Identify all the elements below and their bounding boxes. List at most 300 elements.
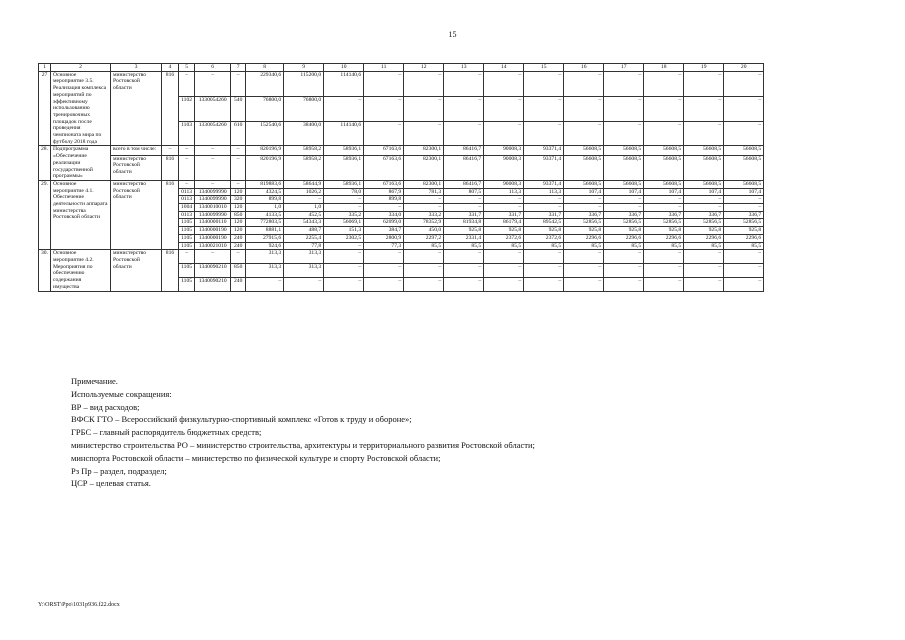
- value-cell: 86416,7: [444, 155, 484, 180]
- value-cell: –: [179, 146, 195, 155]
- value-cell: 384,7: [364, 227, 404, 235]
- value-cell: 81934,8: [444, 219, 484, 227]
- value-cell: 1105: [179, 234, 195, 242]
- value-cell: 52856,5: [644, 219, 684, 227]
- value-cell: –: [444, 121, 484, 146]
- value-cell: –: [564, 264, 604, 278]
- value-cell: 924,6: [246, 242, 284, 250]
- table-row: [39, 71, 764, 96]
- column-header: 2: [51, 64, 111, 72]
- value-cell: 90008,3: [484, 180, 524, 188]
- value-cell: 1105: [179, 277, 195, 291]
- value-cell: 331,7: [484, 211, 524, 219]
- value-cell: –: [484, 96, 524, 121]
- value-cell: –: [444, 250, 484, 264]
- value-cell: –: [404, 264, 444, 278]
- value-cell: –: [524, 277, 564, 291]
- value-cell: 1004: [179, 204, 195, 212]
- value-cell: 76800,0: [246, 96, 284, 121]
- value-cell: 56608,5: [724, 180, 764, 188]
- value-cell: 85,5: [564, 242, 604, 250]
- value-cell: 4324,5: [246, 188, 284, 196]
- value-cell: –: [644, 96, 684, 121]
- value-cell: 1340099990: [195, 211, 231, 219]
- value-cell: –: [404, 96, 444, 121]
- value-cell: –: [524, 96, 564, 121]
- value-cell: –: [484, 121, 524, 146]
- value-cell: 107,4: [724, 188, 764, 196]
- value-cell: 78352,9: [404, 219, 444, 227]
- value-cell: 90008,3: [484, 146, 524, 155]
- value-cell: 56608,5: [564, 180, 604, 188]
- value-cell: 114140,6: [324, 71, 364, 96]
- value-cell: 313,3: [246, 264, 284, 278]
- file-path-footer: Y:\ORST\Ppo\1031p936.f22.docx: [38, 602, 120, 608]
- value-cell: 85,5: [404, 242, 444, 250]
- value-cell: 331,7: [444, 211, 484, 219]
- value-cell: 899,8: [246, 196, 284, 204]
- value-cell: 67163,6: [364, 180, 404, 188]
- value-cell: 1102: [179, 96, 195, 121]
- value-cell: 313,3: [284, 264, 324, 278]
- value-cell: 56608,5: [604, 146, 644, 155]
- value-cell: 85,5: [484, 242, 524, 250]
- value-cell: 54343,3: [284, 219, 324, 227]
- value-cell: 1026,2: [284, 188, 324, 196]
- value-cell: 1103: [179, 121, 195, 146]
- value-cell: 229340,6: [246, 71, 284, 96]
- executor-cell: министерство Ростовской области: [111, 180, 162, 249]
- value-cell: –: [564, 277, 604, 291]
- value-cell: 488,7: [284, 227, 324, 235]
- value-cell: 120: [231, 219, 246, 227]
- value-cell: 38400,0: [284, 121, 324, 146]
- value-cell: 336,7: [684, 211, 724, 219]
- value-cell: 899,8: [364, 196, 404, 204]
- value-cell: 1,0: [246, 204, 284, 212]
- value-cell: 820196,9: [246, 146, 284, 155]
- value-cell: –: [524, 71, 564, 96]
- value-cell: –: [404, 204, 444, 212]
- value-cell: –: [484, 277, 524, 291]
- value-cell: 850: [231, 264, 246, 278]
- row-number-cell: 30.: [39, 250, 51, 291]
- table-row: [39, 155, 764, 180]
- value-cell: 56608,5: [684, 180, 724, 188]
- value-cell: –: [444, 264, 484, 278]
- column-header: 15: [524, 64, 564, 72]
- value-cell: 313,3: [284, 250, 324, 264]
- value-cell: 56608,5: [644, 155, 684, 180]
- value-cell: –: [604, 264, 644, 278]
- value-cell: –: [724, 71, 764, 96]
- note-line: ВФСК ГТО – Всероссийский физкультурно-спортивный комплекс «Готов к труду и обороне»;: [71, 414, 412, 425]
- value-cell: –: [231, 71, 246, 96]
- value-cell: 89542,5: [524, 219, 564, 227]
- value-cell: –: [724, 277, 764, 291]
- value-cell: 85,5: [604, 242, 644, 250]
- value-cell: –: [231, 180, 246, 188]
- column-header: 10: [324, 64, 364, 72]
- table-header-row: [39, 64, 764, 72]
- value-cell: 76800,0: [284, 96, 324, 121]
- value-cell: 77,8: [284, 242, 324, 250]
- value-cell: –: [564, 204, 604, 212]
- value-cell: 1,0: [284, 204, 324, 212]
- value-cell: 540: [231, 96, 246, 121]
- value-cell: –: [684, 96, 724, 121]
- value-cell: 67163,6: [364, 155, 404, 180]
- value-cell: –: [644, 204, 684, 212]
- value-cell: –: [684, 196, 724, 204]
- value-cell: 313,3: [246, 250, 284, 264]
- value-cell: –: [604, 121, 644, 146]
- value-cell: 2255,4: [284, 234, 324, 242]
- value-cell: –: [644, 250, 684, 264]
- value-cell: –: [364, 71, 404, 96]
- column-header: 6: [195, 64, 231, 72]
- value-cell: –: [684, 264, 724, 278]
- value-cell: 58936,1: [324, 155, 364, 180]
- value-cell: 331,7: [524, 211, 564, 219]
- executor-cell: министерство Ростовской области: [111, 155, 162, 180]
- value-cell: –: [484, 264, 524, 278]
- value-cell: –: [644, 121, 684, 146]
- column-header: 11: [364, 64, 404, 72]
- grbs-cell: –: [162, 146, 179, 155]
- column-header: 9: [284, 64, 324, 72]
- row-name-cell: Подпрограмма «Обеспечение реализации государственной программы»: [51, 146, 111, 181]
- value-cell: –: [195, 71, 231, 96]
- value-cell: –: [644, 264, 684, 278]
- value-cell: 925,8: [564, 227, 604, 235]
- value-cell: –: [484, 71, 524, 96]
- note-line: ГРБС – главный распорядитель бюджетных средств;: [71, 427, 262, 438]
- value-cell: –: [684, 250, 724, 264]
- value-cell: 1340000190: [195, 227, 231, 235]
- column-header: 3: [111, 64, 162, 72]
- note-line: минспорта Ростовской области – министерство по физической культуре и спорту Ростовской области;: [71, 452, 441, 463]
- column-header: 7: [231, 64, 246, 72]
- value-cell: –: [195, 180, 231, 188]
- value-cell: 58644,9: [284, 180, 324, 188]
- value-cell: –: [724, 121, 764, 146]
- value-cell: 772803,5: [246, 219, 284, 227]
- value-cell: 82300,1: [404, 180, 444, 188]
- value-cell: –: [484, 250, 524, 264]
- value-cell: 86416,7: [444, 180, 484, 188]
- value-cell: 82300,1: [404, 155, 444, 180]
- value-cell: 62099,0: [364, 219, 404, 227]
- column-header: 1: [39, 64, 51, 72]
- value-cell: 1340000110: [195, 219, 231, 227]
- value-cell: 0113: [179, 188, 195, 196]
- value-cell: 334,0: [364, 211, 404, 219]
- value-cell: 1340099990: [195, 188, 231, 196]
- value-cell: 52856,5: [684, 219, 724, 227]
- executor-cell: министерство Ростовской области: [111, 71, 162, 146]
- value-cell: –: [524, 196, 564, 204]
- value-cell: 52856,5: [564, 219, 604, 227]
- value-cell: 335,2: [324, 211, 364, 219]
- value-cell: 56608,5: [604, 155, 644, 180]
- value-cell: 86416,7: [444, 146, 484, 155]
- value-cell: 820196,9: [246, 155, 284, 180]
- value-cell: 58936,1: [324, 180, 364, 188]
- value-cell: 56608,5: [564, 146, 604, 155]
- value-cell: –: [231, 146, 246, 155]
- value-cell: 90008,3: [484, 155, 524, 180]
- value-cell: –: [644, 71, 684, 96]
- value-cell: –: [564, 196, 604, 204]
- value-cell: 56608,5: [684, 155, 724, 180]
- value-cell: –: [404, 250, 444, 264]
- value-cell: 107,4: [684, 188, 724, 196]
- value-cell: –: [404, 277, 444, 291]
- column-header: 17: [604, 64, 644, 72]
- row-number-cell: 28.: [39, 146, 51, 181]
- row-name-cell: Основное мероприятие 4.2. Мероприятия по обеспечению содержания имущества: [51, 250, 111, 291]
- value-cell: 1340021010: [195, 242, 231, 250]
- note-line: Рз Пр – раздел, подраздел;: [71, 465, 167, 476]
- value-cell: –: [364, 250, 404, 264]
- value-cell: 93371,4: [524, 155, 564, 180]
- value-cell: 2296,6: [644, 234, 684, 242]
- value-cell: 58958,2: [284, 155, 324, 180]
- value-cell: –: [604, 250, 644, 264]
- value-cell: 2296,6: [564, 234, 604, 242]
- column-header: 13: [444, 64, 484, 72]
- value-cell: –: [644, 277, 684, 291]
- value-cell: 56608,5: [604, 180, 644, 188]
- column-header: 12: [404, 64, 444, 72]
- value-cell: 333,2: [404, 211, 444, 219]
- table-row: [39, 250, 764, 264]
- value-cell: 4133,5: [246, 211, 284, 219]
- value-cell: –: [524, 250, 564, 264]
- notes-section: [71, 375, 535, 490]
- value-cell: –: [684, 121, 724, 146]
- value-cell: –: [724, 196, 764, 204]
- value-cell: –: [179, 250, 195, 264]
- value-cell: 450,0: [404, 227, 444, 235]
- value-cell: 2331,4: [444, 234, 484, 242]
- value-cell: 113,3: [484, 188, 524, 196]
- value-cell: –: [195, 146, 231, 155]
- value-cell: 2297,2: [404, 234, 444, 242]
- value-cell: 807,5: [444, 188, 484, 196]
- value-cell: –: [604, 204, 644, 212]
- value-cell: 120: [231, 204, 246, 212]
- value-cell: 82300,1: [404, 146, 444, 155]
- value-cell: –: [404, 196, 444, 204]
- value-cell: 77,3: [364, 242, 404, 250]
- value-cell: –: [364, 121, 404, 146]
- value-cell: 0113: [179, 211, 195, 219]
- row-name-cell: Основное мероприятие 4.1. Обеспечение деятельности аппарата министерства Ростовской области: [51, 180, 111, 249]
- value-cell: 2372,6: [484, 234, 524, 242]
- value-cell: 1340010010: [195, 204, 231, 212]
- value-cell: 336,7: [724, 211, 764, 219]
- value-cell: 610: [231, 121, 246, 146]
- value-cell: –: [324, 196, 364, 204]
- value-cell: –: [364, 96, 404, 121]
- value-cell: 1330054260: [195, 96, 231, 121]
- column-header: 20: [724, 64, 764, 72]
- value-cell: –: [284, 277, 324, 291]
- column-header: 4: [162, 64, 179, 72]
- value-cell: 336,7: [604, 211, 644, 219]
- value-cell: 925,8: [444, 227, 484, 235]
- value-cell: 867,9: [364, 188, 404, 196]
- value-cell: –: [564, 71, 604, 96]
- value-cell: –: [179, 71, 195, 96]
- row-name-cell: Основное мероприятие 3.5. Реализация комплекса мероприятий по эффективному использованию тренировочных площадок после проведения чемпионата мира по футболу 2018 года: [51, 71, 111, 146]
- page-number: 15: [448, 30, 457, 39]
- value-cell: –: [324, 242, 364, 250]
- value-cell: 78,0: [324, 188, 364, 196]
- value-cell: –: [195, 155, 231, 180]
- value-cell: 85,5: [644, 242, 684, 250]
- value-cell: 56608,5: [644, 180, 684, 188]
- value-cell: –: [484, 204, 524, 212]
- value-cell: 320: [231, 196, 246, 204]
- value-cell: 56608,5: [684, 146, 724, 155]
- value-cell: –: [564, 250, 604, 264]
- value-cell: –: [604, 277, 644, 291]
- value-cell: –: [364, 264, 404, 278]
- value-cell: –: [684, 71, 724, 96]
- value-cell: –: [324, 250, 364, 264]
- value-cell: 1330054260: [195, 121, 231, 146]
- value-cell: 2296,6: [684, 234, 724, 242]
- grbs-cell: 816: [162, 250, 179, 291]
- value-cell: 56608,5: [724, 146, 764, 155]
- column-header: 5: [179, 64, 195, 72]
- value-cell: 58958,2: [284, 146, 324, 155]
- value-cell: –: [364, 277, 404, 291]
- executor-cell: министерство Ростовской области: [111, 250, 162, 291]
- value-cell: 120: [231, 227, 246, 235]
- value-cell: 1105: [179, 227, 195, 235]
- value-cell: –: [564, 121, 604, 146]
- note-line: министерство строительства РО – министерство строительства, архитектуры и территориального развития Ростовской области;: [71, 439, 535, 450]
- value-cell: –: [179, 180, 195, 188]
- value-cell: 56069,1: [324, 219, 364, 227]
- value-cell: 240: [231, 234, 246, 242]
- value-cell: 925,8: [484, 227, 524, 235]
- value-cell: 781,3: [404, 188, 444, 196]
- value-cell: –: [604, 196, 644, 204]
- column-header: 16: [564, 64, 604, 72]
- value-cell: –: [724, 204, 764, 212]
- value-cell: –: [284, 196, 324, 204]
- value-cell: –: [684, 204, 724, 212]
- value-cell: –: [724, 96, 764, 121]
- value-cell: 27915,6: [246, 234, 284, 242]
- value-cell: 0113: [179, 196, 195, 204]
- value-cell: 1105: [179, 219, 195, 227]
- value-cell: –: [604, 96, 644, 121]
- value-cell: –: [644, 196, 684, 204]
- value-cell: 2302,5: [324, 234, 364, 242]
- table-row: [39, 146, 764, 155]
- table-row: [39, 180, 764, 188]
- value-cell: 52856,5: [604, 219, 644, 227]
- value-cell: 85,5: [724, 242, 764, 250]
- value-cell: 107,4: [644, 188, 684, 196]
- value-cell: –: [724, 264, 764, 278]
- value-cell: 85,5: [444, 242, 484, 250]
- value-cell: –: [324, 277, 364, 291]
- value-cell: 240: [231, 277, 246, 291]
- note-line: ЦСР – целевая статья.: [71, 478, 151, 489]
- value-cell: –: [444, 71, 484, 96]
- grbs-cell: 816: [162, 155, 179, 180]
- value-cell: –: [604, 71, 644, 96]
- value-cell: –: [231, 155, 246, 180]
- value-cell: 925,8: [604, 227, 644, 235]
- value-cell: 93371,4: [524, 146, 564, 155]
- value-cell: 925,8: [724, 227, 764, 235]
- value-cell: 452,5: [284, 211, 324, 219]
- value-cell: –: [364, 204, 404, 212]
- value-cell: –: [444, 277, 484, 291]
- value-cell: –: [524, 121, 564, 146]
- value-cell: –: [231, 250, 246, 264]
- value-cell: 85,5: [684, 242, 724, 250]
- value-cell: –: [564, 96, 604, 121]
- value-cell: 819883,6: [246, 180, 284, 188]
- note-line: Используемые сокращения:: [71, 388, 172, 399]
- value-cell: 120: [231, 188, 246, 196]
- column-header: 14: [484, 64, 524, 72]
- value-cell: 56608,5: [644, 146, 684, 155]
- value-cell: 2296,6: [724, 234, 764, 242]
- value-cell: 67163,6: [364, 146, 404, 155]
- value-cell: 113,3: [524, 188, 564, 196]
- value-cell: 1340099990: [195, 196, 231, 204]
- value-cell: 336,7: [644, 211, 684, 219]
- value-cell: 107,4: [604, 188, 644, 196]
- value-cell: 152540,6: [246, 121, 284, 146]
- value-cell: 336,7: [564, 211, 604, 219]
- value-cell: –: [444, 204, 484, 212]
- value-cell: 1105: [179, 264, 195, 278]
- value-cell: –: [179, 155, 195, 180]
- note-line: Примечание.: [71, 376, 118, 386]
- value-cell: –: [724, 250, 764, 264]
- value-cell: –: [324, 204, 364, 212]
- executor-cell: всего в том числе:: [111, 146, 162, 155]
- value-cell: –: [324, 96, 364, 121]
- value-cell: 240: [231, 242, 246, 250]
- column-header: 18: [644, 64, 684, 72]
- value-cell: 2296,6: [604, 234, 644, 242]
- value-cell: 85,5: [524, 242, 564, 250]
- value-cell: 58936,1: [324, 146, 364, 155]
- grbs-cell: 816: [162, 71, 179, 146]
- value-cell: –: [684, 277, 724, 291]
- value-cell: 1340090210: [195, 277, 231, 291]
- row-number-cell: 29.: [39, 180, 51, 249]
- value-cell: –: [444, 196, 484, 204]
- value-cell: 86179,4: [484, 219, 524, 227]
- value-cell: 925,8: [524, 227, 564, 235]
- value-cell: –: [195, 250, 231, 264]
- value-cell: –: [404, 121, 444, 146]
- grbs-cell: 816: [162, 180, 179, 249]
